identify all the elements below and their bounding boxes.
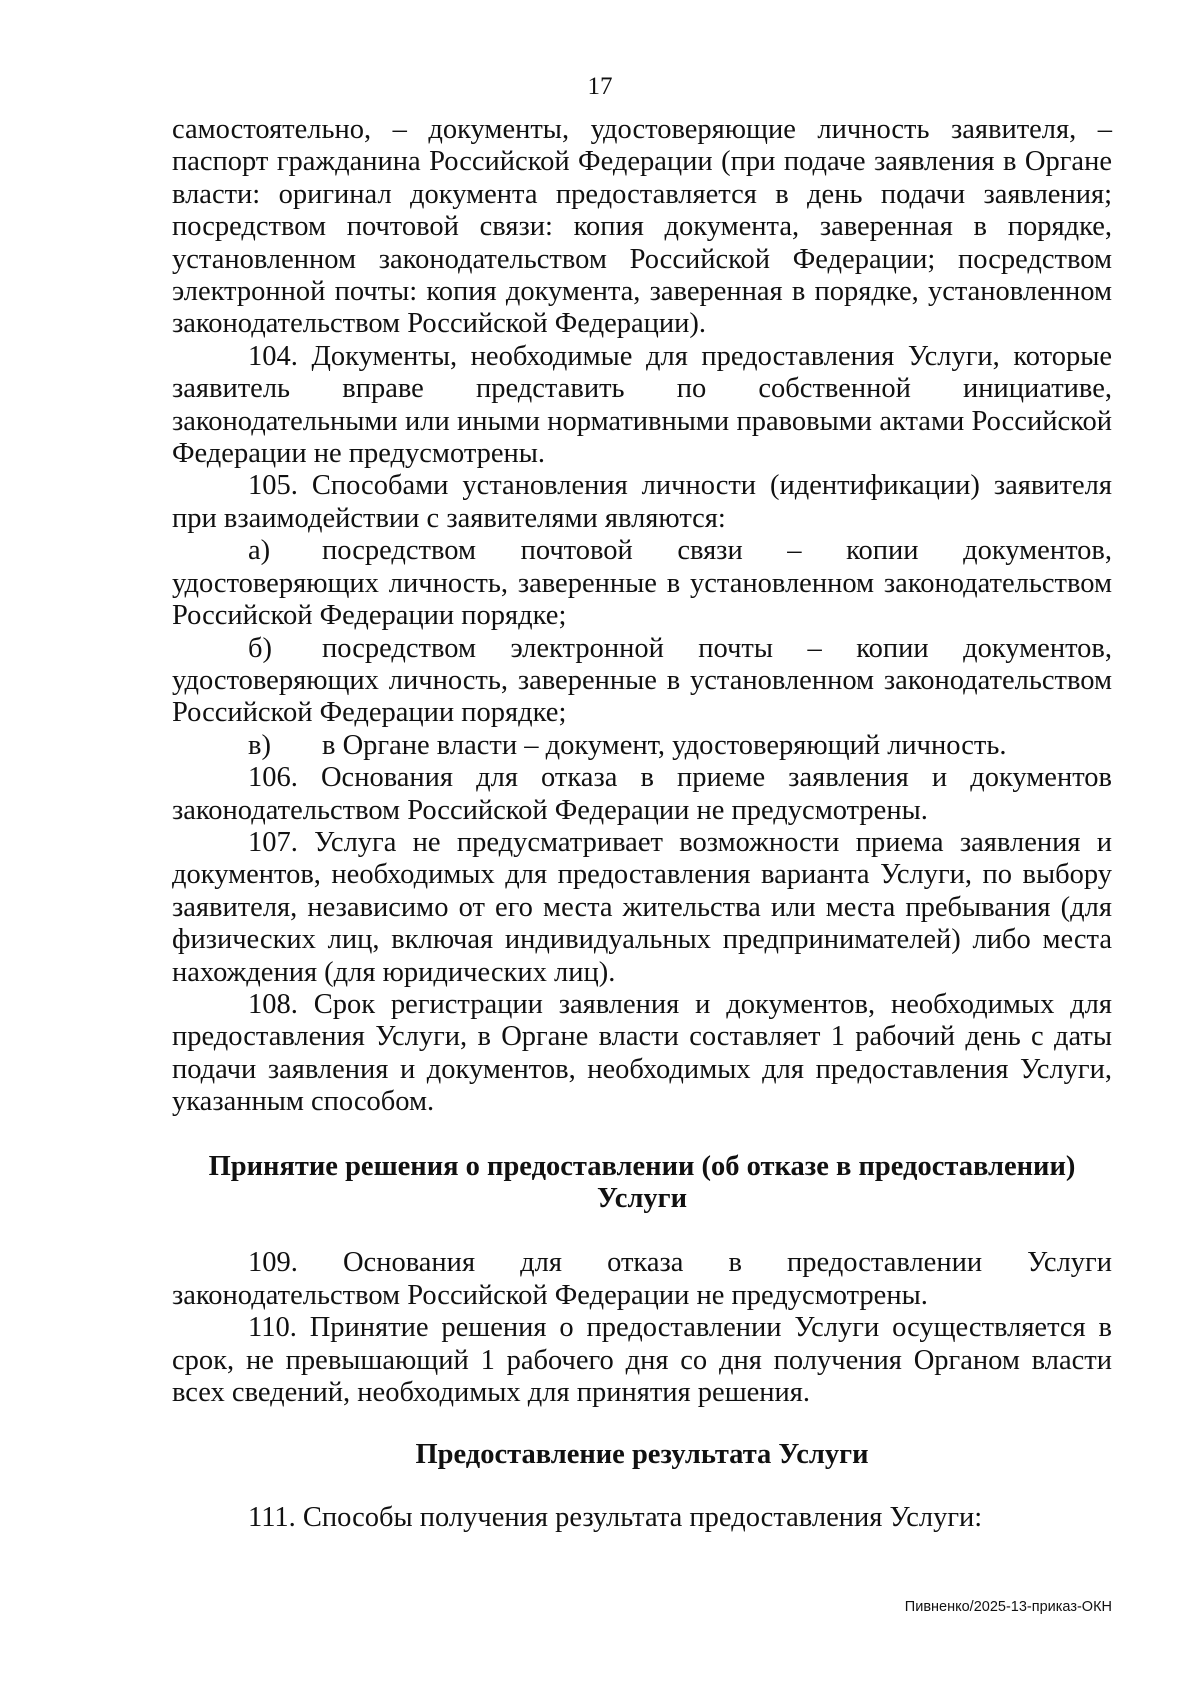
list-item-text: в Органе власти – документ, удостоверяющий личность. — [322, 729, 1007, 761]
list-item-letter: а) — [248, 535, 271, 567]
section-heading-decision — [172, 1151, 1112, 1216]
paragraph-105: 105. Способами установления личности (идентификации) заявителя при взаимодействии с заявителями являются: — [172, 470, 1112, 534]
list-item-letter: б) — [248, 632, 272, 664]
paragraph-106: 106. Основания для отказа в приеме заявления и документов законодательством Российской Федерации не предусмотрены. — [172, 762, 1112, 826]
paragraph-103-continuation: самостоятельно, – документы, удостоверяющие личность заявителя, – паспорт гражданина Российской Федерации (при подаче заявления в Органе власти: оригинал документа предоставляется в день подачи заявления; посредством почтовой связи: копия документа, заверенная в порядке, установленном законодательством Российской Федерации; посредством электронной почты: копия документа, заверенная в порядке, установленном законодательством Российской Федерации). — [172, 114, 1112, 340]
document-body — [172, 114, 1112, 1534]
paragraph-110: 110. Принятие решения о предоставлении Услуги осуществляется в срок, не превышающий 1 рабочего дня со дня получения Органом власти всех сведений, необходимых для принятия решения. — [172, 1312, 1112, 1409]
list-item-text: посредством электронной почты – копии документов, удостоверяющих личность, заверенные в установленном законодательством Российской Федерации порядке; — [172, 632, 1112, 729]
paragraph-111: 111. Способы получения результата предоставления Услуги: — [248, 1501, 983, 1533]
paragraph-108: 108. Срок регистрации заявления и документов, необходимых для предоставления Услуги, в Органе власти составляет 1 рабочий день с даты подачи заявления и документов, необходимых для предоставления Услуги, указанным способом. — [172, 988, 1112, 1118]
list-item-b — [172, 633, 1112, 730]
list-item-a — [172, 535, 1112, 632]
section-heading-line: Услуги — [596, 1183, 688, 1214]
list-item-text: посредством почтовой связи – копии документов, удостоверяющих личность, заверенные в установленном законодательством Российской Федерации порядке; — [172, 535, 1112, 632]
list-item-v — [172, 730, 1112, 762]
paragraph-104: 104. Документы, необходимые для предоставления Услуги, которые заявитель вправе представить по собственной инициативе, законодательными или иными нормативными правовыми актами Российской Федерации не предусмотрены. — [172, 340, 1112, 470]
paragraph-107: 107. Услуга не предусматривает возможности приема заявления и документов, необходимых для предоставления варианта Услуги, по выбору заявителя, независимо от его места жительства или места пребывания (для физических лиц, включая индивидуальных предпринимателей) либо места нахождения (для юридических лиц). — [172, 826, 1112, 988]
page-number: 17 — [587, 73, 613, 100]
section-heading-line: Принятие решения о предоставлении (об отказе в предоставлении) — [208, 1150, 1076, 1182]
list-item-letter: в) — [248, 729, 271, 761]
footer-document-id: Пивненко/2025-13-приказ-ОКН — [904, 1599, 1112, 1615]
section-heading-result: Предоставление результата Услуги — [415, 1439, 869, 1471]
paragraph-109: 109. Основания для отказа в предоставлении Услуги законодательством Российской Федерации не предусмотрены. — [172, 1247, 1112, 1311]
